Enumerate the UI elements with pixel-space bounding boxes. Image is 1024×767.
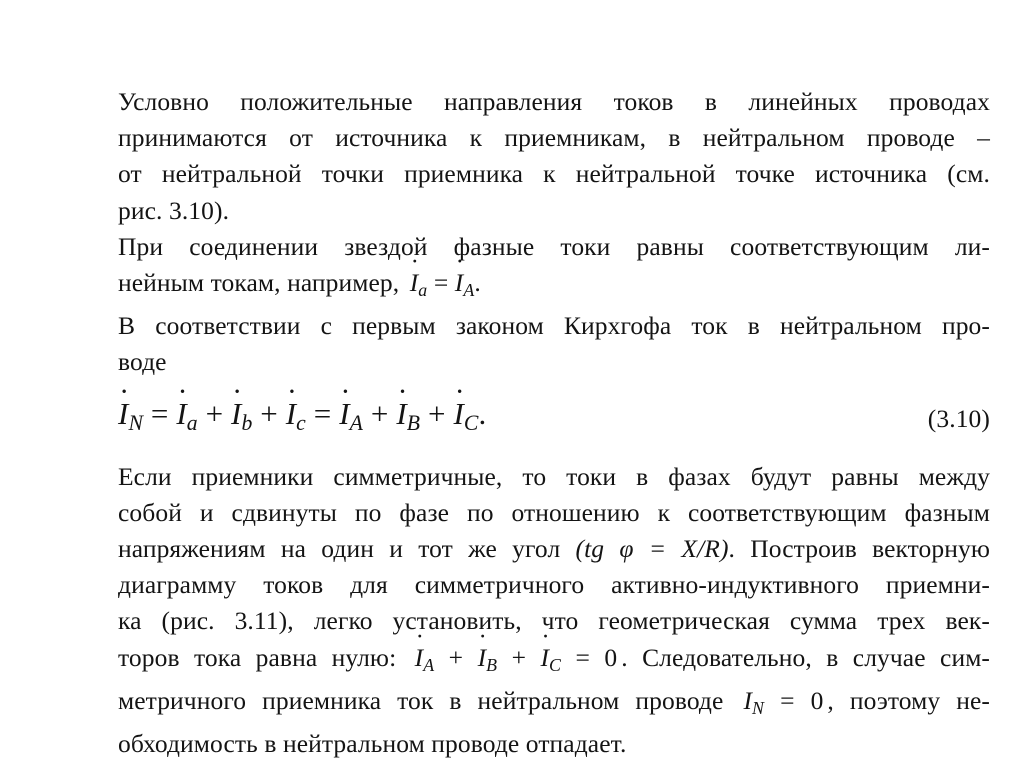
subscript: A [463,280,475,300]
text-line: При соединении звездой фазные токи равны соответствующим ли- [118,231,990,261]
text-line-with-formula [118,531,990,567]
equals-sign: = [433,268,449,298]
display-equation-row [118,383,990,455]
subscript: A [349,411,364,436]
current-symbol: · I [415,640,424,676]
subscript: a [418,280,428,300]
subscript: B [406,411,421,436]
text-line-with-formula [118,265,990,308]
text-line: В соответствии с первым законом Кирхгофа ток в нейтральном про- [118,311,990,341]
subscript: N [128,411,144,436]
paragraph-2 [118,229,990,308]
inline-formula-in-zero [739,685,827,718]
subscript: C [549,654,562,675]
paragraph-4 [118,459,990,763]
current-symbol: · I [231,396,241,432]
operator: + [427,395,446,431]
current-symbol: · I [286,396,296,432]
equation-number: (3.10) [927,403,990,433]
paragraph-3 [118,308,990,380]
subscript: A [423,654,435,675]
subscript: a [186,411,198,436]
inline-formula-tg-phi: (tg φ = X/R) [575,534,729,564]
current-symbol: · I [455,265,464,301]
text-line-with-formula [118,640,990,683]
operator: + [448,642,464,672]
text-fragment: торов тока равна нулю: [118,642,397,672]
subscript: b [241,411,253,436]
text-line-with-formula [118,683,990,726]
current-symbol: · I [118,396,128,432]
inline-formula-sum-zero [411,642,622,675]
current-symbol: · I [478,640,487,676]
document-body [118,84,990,762]
current-symbol: · I [176,396,186,432]
inline-formula-ia-equals-iA [406,268,485,300]
text-line: собой и сдвинуты по фазе по отношению к соответствующим фазным [118,497,990,527]
current-symbol: · I [453,396,463,432]
equals-zero: = 0 [575,642,618,672]
subscript: C [463,411,479,436]
text-line: рис. 3.10). [118,195,230,225]
text-line: принимаются от источника к приемникам, в нейтральном проводе – [118,123,990,153]
subscript: B [486,654,498,675]
text-line: воде [118,347,167,377]
subscript: N [752,697,765,718]
text-line: от нейтральной точки приемника к нейтральной точке источника (см. [118,159,990,189]
operator: + [370,395,389,431]
current-symbol: · I [410,265,419,301]
operator: + [511,642,527,672]
text-fragment: , поэтому не- [827,685,990,715]
text-line: Условно положительные направления токов в линейных проводах [118,87,990,116]
current-symbol: · I [396,396,406,432]
paragraph-1 [118,84,990,229]
text-fragment: . Построив векторную [728,534,990,564]
text-fragment: напряжениям на один и тот же угол [118,534,561,564]
text-fragment: метричного приемника ток в нейтральном проводе [118,685,724,715]
text-line: обходимость в нейтральном проводе отпадает. [118,729,627,758]
operator: = [150,395,169,431]
text-line: диаграмму токов для симметричного активно-индуктивного приемни- [118,570,990,600]
subscript: c [296,411,306,436]
text-line: ка (рис. 3.11), легко установить, что геометрическая сумма трех век- [118,606,990,636]
operator: = [313,395,332,431]
operator: + [260,395,278,431]
current-symbol: I [743,685,753,715]
text-fragment: нейным токам, например, [118,268,400,298]
kirchhoff-equation [118,396,486,441]
period: . [478,395,487,431]
period: . [474,268,481,298]
text-line: Если приемники симметричные, то токи в фазах будут равны между [118,461,990,491]
text-fragment: . Следовательно, в случае сим- [621,642,991,672]
current-symbol: · I [339,396,349,432]
operator: + [205,395,224,431]
equals-zero: = 0 [780,685,824,715]
current-symbol: · I [540,640,549,676]
